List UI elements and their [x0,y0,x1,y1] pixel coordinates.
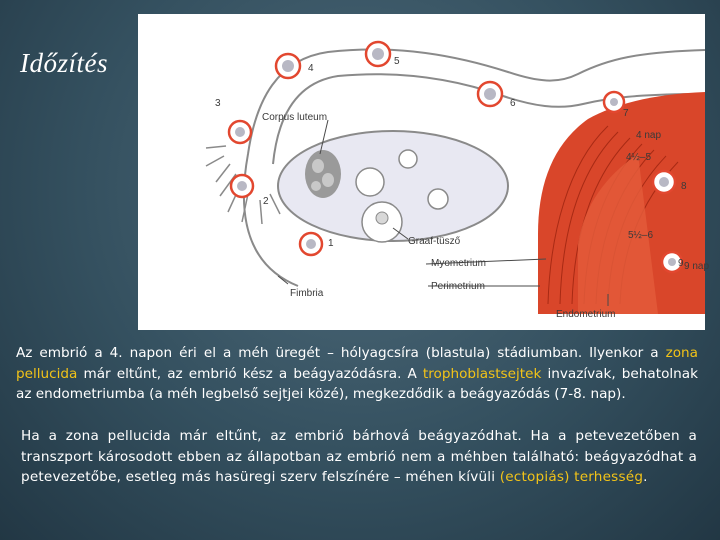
p2-highlight-ectopic: (ectopiás) terhesség [499,469,644,485]
day-label-4: 9 nap [684,261,710,272]
corpus-luteum-body [305,150,341,198]
ovary-follicle-3 [428,189,448,209]
stage-cell-4 [276,54,300,78]
p1-text-3: invazívak, behatolnak az endometriumba (a méh legbelső sejtjei közé), megkezdődik a beágyazódás (7-8. nap). [16,365,698,402]
paragraph-2 [21,426,697,488]
ovary-follicle-1 [356,168,384,196]
p1-text-2: már eltűnt, az embrió kész a beágyazódásra. A [77,365,423,382]
stage-cell-7 [604,92,624,112]
stage-cell-8 [653,171,675,193]
stage-cell-1 [300,233,322,255]
stage-number-4: 4 [308,63,314,74]
stage-cell-3 [229,121,251,143]
graaf-follicle-inner [376,212,388,224]
day-label-2: 4½–5 [626,152,652,163]
stage-cell-5 [366,42,390,66]
stage-number-1: 1 [328,238,334,249]
stage-cell-2 [231,175,253,197]
label-endometrium: Endometrium [556,309,616,320]
p1-text-1: Az embrió a 4. napon éri el a méh üregét – hólyagcsíra (blastula) stádiumban. Ilyenkor a [16,345,666,361]
day-label-1: 4 nap [636,130,662,141]
diagram-svg [138,14,710,330]
p2-text-2: . [643,469,648,485]
label-fimbria: Fimbria [290,288,324,299]
stage-number-6: 6 [510,98,516,109]
stage-number-2: 2 [263,196,269,207]
label-graaf: Graaf-tüsző [408,236,461,247]
stage-number-7: 7 [623,108,629,119]
stage-cell-6 [478,82,502,106]
ovary-follicle-2 [399,150,417,168]
implantation-diagram [138,14,710,330]
stage-number-9: 9 [678,258,684,269]
label-corpus-luteum: Corpus luteum [262,112,328,123]
paragraph-1 [16,343,698,405]
label-myometrium: Myometrium [431,258,487,269]
stage-number-8: 8 [681,181,687,192]
stage-number-5: 5 [394,56,400,67]
p1-highlight-trophoblast: trophoblastsejtek [422,365,542,382]
p1-highlight-zona: zona pellucida [16,345,698,382]
slide-title: Időzítés [20,48,108,78]
stage-number-3: 3 [215,98,221,109]
day-label-3: 5½–6 [628,230,654,241]
label-perimetrium: Perimetrium [431,281,485,292]
p2-text-1: Ha a zona pellucida már eltűnt, az embrió bárhová beágyazódhat. Ha a petevezetőben a transzport károsodott ebben az állapotban az embrió nem a méhben található: beágyazódhat a petevezetőbe, esetleg más hasüregi szerv felszínére – méhen kívüli [21,428,697,485]
